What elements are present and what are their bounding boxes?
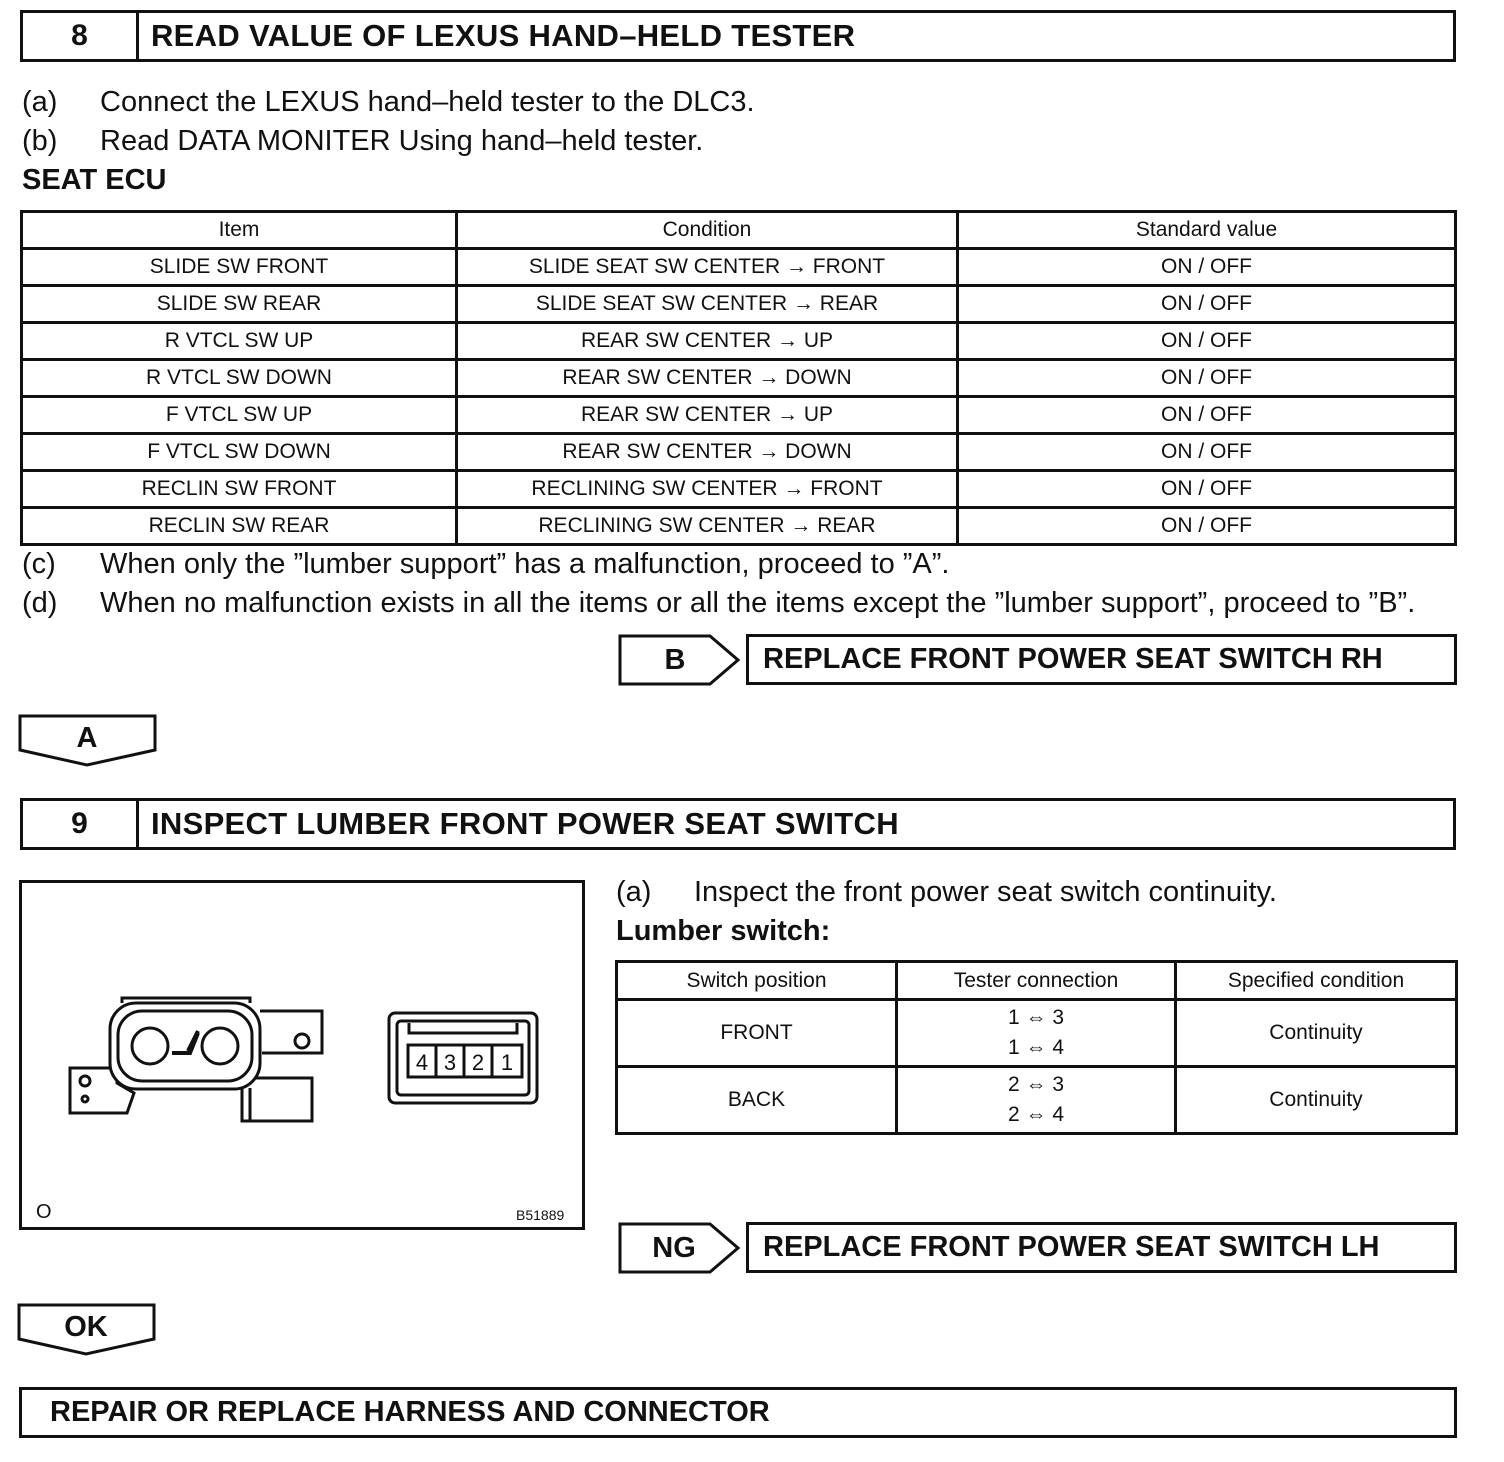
step-number: 9: [23, 801, 139, 847]
column-header: Standard value: [958, 212, 1456, 249]
condition-cell: SLIDE SEAT SW CENTER → FRONT: [457, 249, 958, 286]
table-row: [22, 471, 1456, 508]
column-header: Item: [22, 212, 457, 249]
item-cell: F VTCL SW UP: [22, 397, 457, 434]
table-row: [22, 397, 1456, 434]
instruction-d: [22, 587, 1415, 620]
standard-value-cell: ON / OFF: [958, 471, 1456, 508]
connection-line: 1 ⇔ 4: [1007, 1036, 1065, 1059]
instruction-9a: [616, 876, 1277, 909]
final-action-title: REPAIR OR REPLACE HARNESS AND CONNECTOR: [50, 1396, 770, 1428]
standard-value-cell: ON / OFF: [958, 397, 1456, 434]
item-cell: RECLIN SW FRONT: [22, 471, 457, 508]
condition-cell: RECLINING SW CENTER → REAR: [457, 508, 958, 545]
condition-cell: REAR SW CENTER → UP: [457, 397, 958, 434]
standard-value-cell: ON / OFF: [958, 434, 1456, 471]
connection-line: 2 ⇔ 4: [1007, 1103, 1065, 1126]
branch-b-result: REPLACE FRONT POWER SEAT SWITCH RH: [746, 634, 1457, 685]
branch-ok-label: OK: [64, 1310, 108, 1343]
instruction-label: (a): [616, 876, 652, 908]
final-action-box: [19, 1387, 1457, 1438]
column-header: Tester connection: [897, 962, 1176, 1000]
pin-label: 2: [471, 1050, 485, 1075]
figure-corner-mark: O: [36, 1201, 52, 1223]
instruction-b: [22, 125, 703, 158]
item-cell: R VTCL SW DOWN: [22, 360, 457, 397]
column-header: Condition: [457, 212, 958, 249]
table-row: [22, 249, 1456, 286]
instruction-label: (a): [22, 86, 58, 118]
figure-code: B51889: [516, 1207, 565, 1223]
step-title: READ VALUE OF LEXUS HAND–HELD TESTER: [151, 18, 856, 53]
condition-cell: SLIDE SEAT SW CENTER → REAR: [457, 286, 958, 323]
tester-connection: [897, 1000, 1176, 1067]
instruction-text: Inspect the front power seat switch continuity.: [694, 876, 1277, 908]
instruction-text: When no malfunction exists in all the items or all the items except the ”lumber support”, proceed to ”B”.: [100, 587, 1416, 619]
table-heading: SEAT ECU: [22, 164, 167, 196]
instruction-label: (b): [22, 125, 58, 157]
branch-b-label: B: [664, 643, 686, 676]
connection-line: 1 ⇔ 3: [1007, 1006, 1065, 1029]
table-row: [22, 508, 1456, 545]
switch-position: BACK: [617, 1067, 897, 1134]
table-row: [617, 1067, 1457, 1134]
standard-value-cell: ON / OFF: [958, 508, 1456, 545]
item-cell: SLIDE SW FRONT: [22, 249, 457, 286]
step-number: 8: [23, 13, 139, 59]
table-row: [22, 434, 1456, 471]
seat-ecu-table: [20, 210, 1457, 546]
tester-connection: [897, 1067, 1176, 1134]
table-row: [22, 323, 1456, 360]
branch-ng-label: NG: [652, 1231, 696, 1264]
pin-label: 4: [415, 1050, 429, 1075]
instruction-text: Connect the LEXUS hand–held tester to the DLC3.: [100, 86, 755, 118]
switch-position: FRONT: [617, 1000, 897, 1067]
pin-label: 1: [500, 1050, 514, 1075]
table-row: [22, 286, 1456, 323]
condition-cell: RECLINING SW CENTER → FRONT: [457, 471, 958, 508]
instruction-label: (d): [22, 587, 58, 619]
condition-cell: REAR SW CENTER → DOWN: [457, 434, 958, 471]
table-row: [617, 1000, 1457, 1067]
item-cell: SLIDE SW REAR: [22, 286, 457, 323]
table-row: [22, 360, 1456, 397]
lumber-switch-table: [615, 960, 1458, 1135]
table-header-row: [22, 212, 1456, 249]
standard-value-cell: ON / OFF: [958, 360, 1456, 397]
table-heading: Lumber switch:: [616, 915, 831, 947]
item-cell: F VTCL SW DOWN: [22, 434, 457, 471]
step-title: INSPECT LUMBER FRONT POWER SEAT SWITCH: [151, 806, 899, 841]
condition-cell: REAR SW CENTER → UP: [457, 323, 958, 360]
instruction-a: [22, 86, 755, 119]
seat-switch-illustration: [22, 883, 582, 1227]
step-9-header: [20, 798, 1456, 850]
column-header: Switch position: [617, 962, 897, 1000]
standard-value-cell: ON / OFF: [958, 286, 1456, 323]
instruction-label: (c): [22, 548, 56, 580]
instruction-text: Read DATA MONITER Using hand–held tester.: [100, 125, 704, 157]
pin-label: 3: [443, 1050, 457, 1075]
branch-a-label: A: [76, 721, 98, 754]
switch-figure: [19, 880, 585, 1230]
standard-value-cell: ON / OFF: [958, 249, 1456, 286]
condition-cell: REAR SW CENTER → DOWN: [457, 360, 958, 397]
standard-value-cell: ON / OFF: [958, 323, 1456, 360]
item-cell: R VTCL SW UP: [22, 323, 457, 360]
item-cell: RECLIN SW REAR: [22, 508, 457, 545]
connection-line: 2 ⇔ 3: [1007, 1073, 1065, 1096]
table-header-row: [617, 962, 1457, 1000]
column-header: Specified condition: [1176, 962, 1457, 1000]
specified-condition: Continuity: [1176, 1067, 1457, 1134]
branch-ng-result: REPLACE FRONT POWER SEAT SWITCH LH: [746, 1222, 1457, 1273]
instruction-text: When only the ”lumber support” has a malfunction, proceed to ”A”.: [100, 548, 950, 580]
specified-condition: Continuity: [1176, 1000, 1457, 1067]
step-8-header: [20, 10, 1456, 62]
instruction-c: [22, 548, 949, 581]
